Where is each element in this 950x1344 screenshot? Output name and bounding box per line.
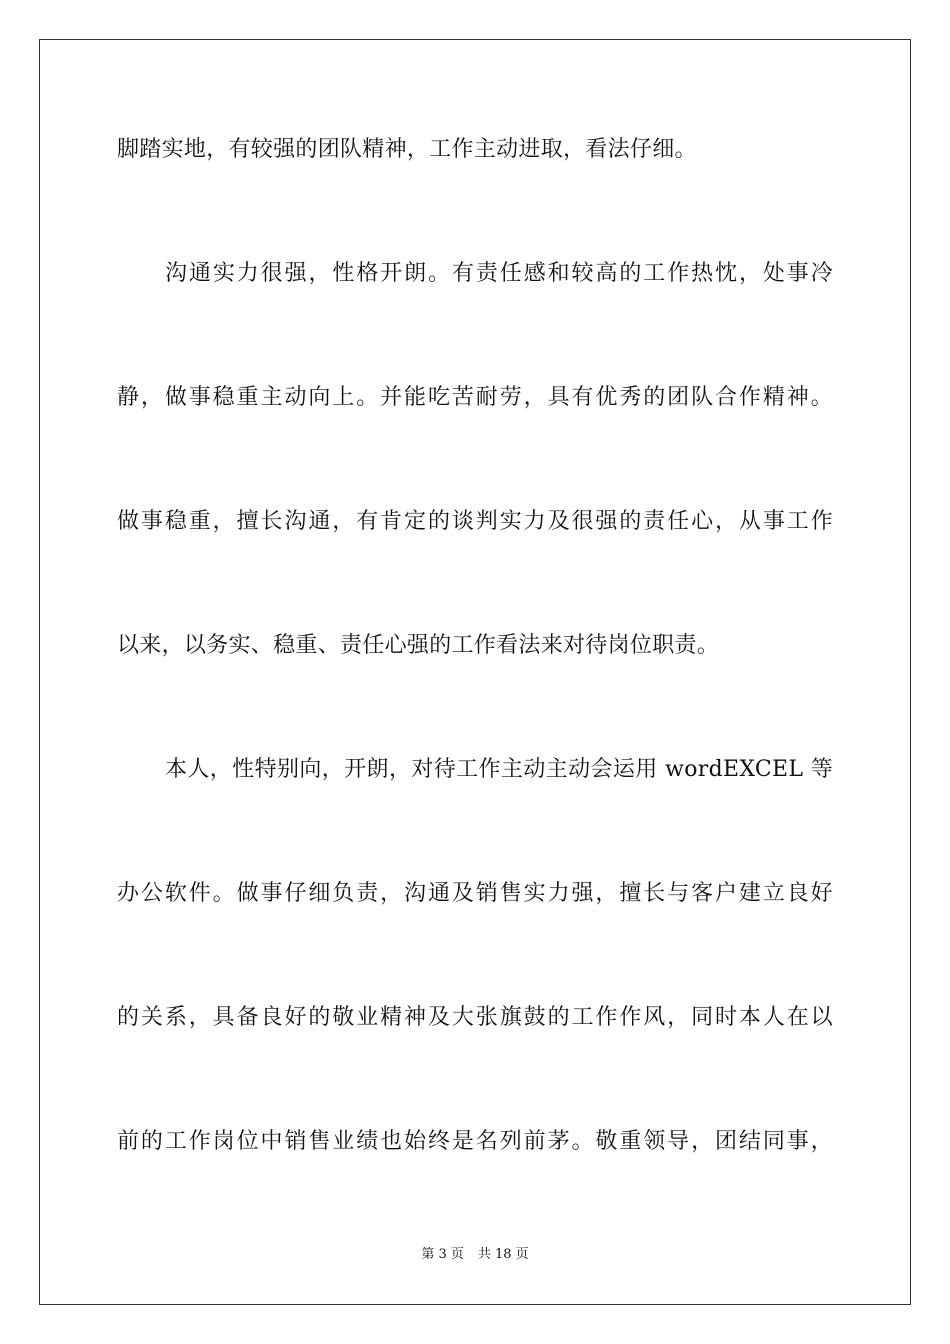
paragraph-line-5: 以来，以务实、稳重、责任心强的工作看法来对待岗位职责。 bbox=[117, 633, 720, 658]
page-border bbox=[39, 39, 911, 1305]
paragraph-line-9: 前的工作岗位中销售业绩也始终是名列前茅。敬重领导，团结同事， bbox=[117, 1129, 833, 1154]
page-number: 第 3 页 bbox=[421, 1247, 464, 1262]
page-total: 共 18 页 bbox=[477, 1247, 529, 1262]
paragraph-line-3: 静，做事稳重主动向上。并能吃苦耐劳，具有优秀的团队合作精神。 bbox=[117, 385, 833, 410]
paragraph-line-8: 的关系，具备良好的敬业精神及大张旗鼓的工作作风，同时本人在以 bbox=[117, 1005, 833, 1030]
paragraph-line-7: 办公软件。做事仔细负责，沟通及销售实力强，擅长与客户建立良好 bbox=[117, 881, 833, 906]
paragraph-line-1: 脚踏实地，有较强的团队精神，工作主动进取，看法仔细。 bbox=[117, 137, 697, 162]
paragraph-line-2: 沟通实力很强，性格开朗。有责任感和较高的工作热忱，处事冷 bbox=[165, 261, 833, 286]
paragraph-line-4: 做事稳重，擅长沟通，有肯定的谈判实力及很强的责任心，从事工作 bbox=[117, 509, 833, 534]
page-footer bbox=[0, 1246, 950, 1264]
paragraph-line-6: 本人，性特别向，开朗，对待工作主动主动会运用 wordEXCEL 等 bbox=[165, 757, 833, 782]
